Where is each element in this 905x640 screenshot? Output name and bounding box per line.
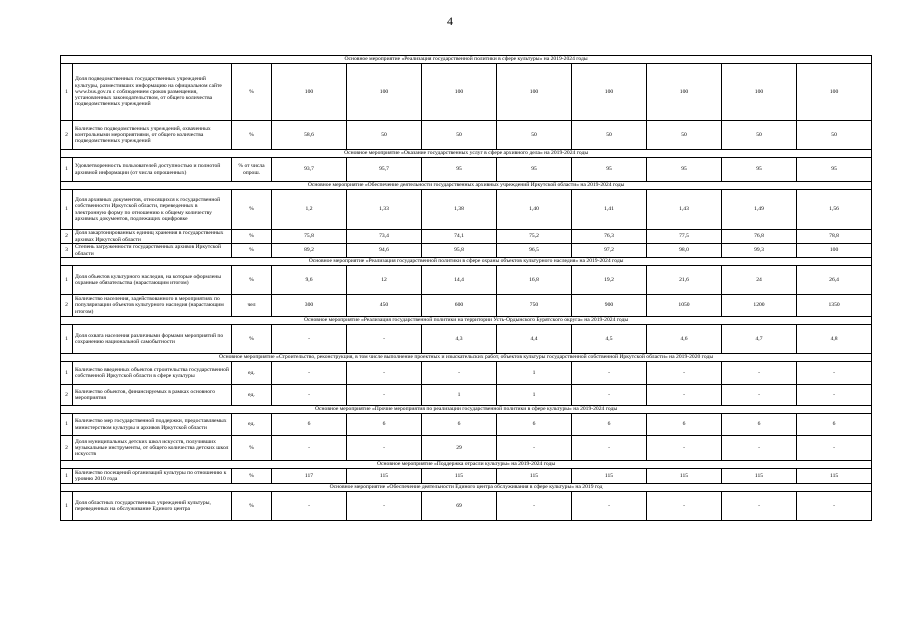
value-cell: 100 [347, 64, 422, 121]
unit-of-measure: % [232, 64, 272, 121]
value-cell: 98,0 [647, 244, 722, 258]
section-title: Основное мероприятие «Реализация государственной политики в сфере культуры» на 2019-2024 годы [61, 56, 872, 64]
value-cell: 100 [272, 64, 347, 121]
value-cell: 600 [422, 295, 497, 317]
value-cell: - [647, 492, 722, 521]
value-cell: 100 [797, 64, 872, 121]
value-cell: 1 [497, 362, 572, 385]
value-cell: 1350 [797, 295, 872, 317]
value-cell: - [572, 436, 647, 461]
row-number: 2 [61, 385, 73, 406]
section-header-row [61, 484, 872, 492]
table-row [61, 230, 872, 244]
row-number: 1 [61, 492, 73, 521]
value-cell: - [647, 436, 722, 461]
value-cell: - [797, 436, 872, 461]
value-cell: 1,43 [647, 190, 722, 230]
row-number: 1 [61, 414, 73, 436]
value-cell: 77,5 [647, 230, 722, 244]
value-cell: 100 [497, 64, 572, 121]
value-cell: 100 [572, 64, 647, 121]
value-cell: 69 [422, 492, 497, 521]
value-cell: - [272, 436, 347, 461]
table-row [61, 492, 872, 521]
value-cell: - [722, 362, 797, 385]
value-cell: - [347, 492, 422, 521]
value-cell: 29 [422, 436, 497, 461]
value-cell: 78,8 [797, 230, 872, 244]
value-cell: 1200 [722, 295, 797, 317]
row-number: 1 [61, 325, 73, 354]
table-row [61, 158, 872, 182]
value-cell: 115 [722, 469, 797, 484]
value-cell: 95 [797, 158, 872, 182]
section-title: Основное мероприятие «Поддержка отрасли культуры» на 2019-2024 годы [61, 461, 872, 469]
value-cell: - [497, 436, 572, 461]
table-row [61, 362, 872, 385]
row-number: 1 [61, 362, 73, 385]
value-cell: - [347, 362, 422, 385]
indicator-name: Количество мер государственной поддержки, предоставляемых министерством культуры и архивов Иркутской области [73, 414, 232, 436]
value-cell: 4,5 [572, 325, 647, 354]
value-cell: 6 [272, 414, 347, 436]
section-title: Основное мероприятие «Строительство, реконструкция, в том числе выполнение проектных и изыскательских работ, объектов культуры государственной собственной Иркутской области» на 2019-2020 годы [61, 354, 872, 362]
value-cell: 95,8 [422, 244, 497, 258]
unit-of-measure: чел [232, 295, 272, 317]
row-number: 1 [61, 64, 73, 121]
value-cell: 99,3 [722, 244, 797, 258]
value-cell: 94,6 [347, 244, 422, 258]
unit-of-measure: % от числа опрош. [232, 158, 272, 182]
table-row [61, 295, 872, 317]
table-row [61, 64, 872, 121]
indicator-name: Доля архивных документов, относящихся к государственной собственности Иркутской области, переведенных в электронную форму по отношению к общему количеству архивных документов, подлежащих оцифровке [73, 190, 232, 230]
value-cell: 115 [797, 469, 872, 484]
value-cell: - [422, 362, 497, 385]
section-title: Основное мероприятие «Прочие мероприятия по реализации государственной политики в сфере культуры» на 2019-2024 годы [61, 406, 872, 414]
value-cell: - [272, 385, 347, 406]
value-cell: 1 [497, 385, 572, 406]
value-cell: 89,2 [272, 244, 347, 258]
value-cell: 50 [422, 121, 497, 150]
value-cell: 6 [572, 414, 647, 436]
value-cell: 1,49 [722, 190, 797, 230]
value-cell: 93,7 [272, 158, 347, 182]
table-row [61, 436, 872, 461]
value-cell: 50 [347, 121, 422, 150]
value-cell: 300 [272, 295, 347, 317]
value-cell: - [572, 362, 647, 385]
indicator-name: Доля объектов культурного наследия, на которые оформлены охранные обязательства (нарастающим итогом) [73, 266, 232, 295]
value-cell: 26,4 [797, 266, 872, 295]
value-cell: 6 [497, 414, 572, 436]
value-cell: 6 [722, 414, 797, 436]
value-cell: 96,5 [497, 244, 572, 258]
indicator-name: Количество подведомственных учреждений, охваченных контрольными мероприятиями, от общего количества подведомственных учреждений [73, 121, 232, 150]
unit-of-measure: % [232, 469, 272, 484]
value-cell: 76,3 [572, 230, 647, 244]
value-cell: 95 [572, 158, 647, 182]
value-cell: 1,56 [797, 190, 872, 230]
unit-of-measure: % [232, 492, 272, 521]
value-cell: 9,6 [272, 266, 347, 295]
value-cell: - [797, 492, 872, 521]
indicator-name: Доля охвата населения различными формами мероприятий по сохранению национальной самобытности [73, 325, 232, 354]
row-number: 2 [61, 436, 73, 461]
unit-of-measure: % [232, 244, 272, 258]
row-number: 3 [61, 244, 73, 258]
value-cell: - [572, 385, 647, 406]
value-cell: 100 [647, 64, 722, 121]
section-title: Основное мероприятие «Обеспечение деятельности государственных архивных учреждений Иркутской области» на 2019-2024 годы [61, 182, 872, 190]
value-cell: 4,7 [722, 325, 797, 354]
value-cell: 50 [572, 121, 647, 150]
section-title: Основное мероприятие «Оказание государственных услуг в сфере архивного дела» на 2019-2024 годы [61, 150, 872, 158]
value-cell: 95,7 [347, 158, 422, 182]
value-cell: 100 [422, 64, 497, 121]
value-cell: 95 [722, 158, 797, 182]
value-cell: - [797, 385, 872, 406]
table-row [61, 325, 872, 354]
value-cell: - [647, 385, 722, 406]
indicator-name: Количество населения, задействованного в мероприятиях по популяризации объектов культурного наследия (нарастающим итогом) [73, 295, 232, 317]
row-number: 2 [61, 295, 73, 317]
indicator-name: Количество введенных объектов строительства государственной собственной Иркутской области в сфере культуры [73, 362, 232, 385]
value-cell: 58,6 [272, 121, 347, 150]
table-row [61, 244, 872, 258]
page-number: 4 [447, 14, 453, 28]
value-cell: 4,3 [422, 325, 497, 354]
unit-of-measure: % [232, 190, 272, 230]
value-cell: 4,6 [647, 325, 722, 354]
value-cell: - [647, 362, 722, 385]
section-header-row [61, 354, 872, 362]
value-cell: 95 [422, 158, 497, 182]
value-cell: 4,4 [497, 325, 572, 354]
table-row [61, 414, 872, 436]
value-cell: 450 [347, 295, 422, 317]
unit-of-measure: % [232, 325, 272, 354]
value-cell: 73,4 [347, 230, 422, 244]
section-title: Основное мероприятие «Реализация государственной политики в сфере охраны объектов культурного наследия» на 2019-2024 годы [61, 258, 872, 266]
value-cell: 117 [272, 469, 347, 484]
unit-of-measure: % [232, 230, 272, 244]
value-cell: 100 [722, 64, 797, 121]
unit-of-measure: ед. [232, 414, 272, 436]
row-number: 2 [61, 121, 73, 150]
section-title: Основное мероприятие «Реализация государственной политики на территории Усть-Ордынского Бурятского округа» на 2019-2024 годы [61, 317, 872, 325]
value-cell: 6 [647, 414, 722, 436]
value-cell: 24 [722, 266, 797, 295]
value-cell: - [497, 492, 572, 521]
value-cell: - [272, 325, 347, 354]
value-cell: 115 [647, 469, 722, 484]
value-cell: 14,4 [422, 266, 497, 295]
value-cell: 19,2 [572, 266, 647, 295]
value-cell: 95 [497, 158, 572, 182]
section-title: Основное мероприятие «Обеспечение деятельности Единого центра обслуживания в сфере культуры» на 2019 год [61, 484, 872, 492]
value-cell: 75,8 [272, 230, 347, 244]
row-number: 1 [61, 469, 73, 484]
indicator-name: Степень загруженности государственных архивов Иркутской области [73, 244, 232, 258]
value-cell: 50 [722, 121, 797, 150]
unit-of-measure: ед. [232, 362, 272, 385]
value-cell: 115 [422, 469, 497, 484]
value-cell: 115 [347, 469, 422, 484]
value-cell: 50 [497, 121, 572, 150]
unit-of-measure: ед. [232, 385, 272, 406]
row-number: 2 [61, 230, 73, 244]
value-cell: 115 [572, 469, 647, 484]
value-cell: 12 [347, 266, 422, 295]
indicator-name: Количество посещений организаций культуры по отношению к уровню 2010 года [73, 469, 232, 484]
value-cell: 1,2 [272, 190, 347, 230]
value-cell: 4,8 [797, 325, 872, 354]
section-header-row [61, 258, 872, 266]
table-row [61, 190, 872, 230]
indicator-name: Доля закартонированных единиц хранения в государственных архивах Иркутской области [73, 230, 232, 244]
value-cell: - [347, 325, 422, 354]
value-cell: 74,1 [422, 230, 497, 244]
section-header-row [61, 150, 872, 158]
section-header-row [61, 317, 872, 325]
value-cell: 1,40 [497, 190, 572, 230]
row-number: 1 [61, 158, 73, 182]
indicator-name: Количество объектов, финансируемых в рамках основного мероприятия [73, 385, 232, 406]
value-cell: 6 [347, 414, 422, 436]
value-cell: 1,33 [347, 190, 422, 230]
indicators-table [60, 55, 872, 521]
value-cell: 50 [647, 121, 722, 150]
value-cell: 1,41 [572, 190, 647, 230]
indicator-name: Доля муниципальных детских школ искусств, получивших музыкальные инструменты, от общего количества детских школ искусств [73, 436, 232, 461]
table-row [61, 385, 872, 406]
value-cell: - [722, 492, 797, 521]
value-cell: 1050 [647, 295, 722, 317]
value-cell: - [572, 492, 647, 521]
value-cell: - [722, 436, 797, 461]
value-cell: 97,2 [572, 244, 647, 258]
value-cell: 6 [797, 414, 872, 436]
value-cell: 50 [797, 121, 872, 150]
value-cell: - [272, 492, 347, 521]
unit-of-measure: % [232, 121, 272, 150]
section-header-row [61, 461, 872, 469]
value-cell: - [272, 362, 347, 385]
unit-of-measure: % [232, 436, 272, 461]
value-cell: 1 [422, 385, 497, 406]
indicator-name: Доля областных государственных учреждений культуры, переведенных на обслуживание Единого центра [73, 492, 232, 521]
value-cell: 21,6 [647, 266, 722, 295]
value-cell: 1,38 [422, 190, 497, 230]
value-cell: 76,8 [722, 230, 797, 244]
value-cell: 100 [797, 244, 872, 258]
unit-of-measure: % [232, 266, 272, 295]
section-header-row [61, 56, 872, 64]
value-cell: - [347, 436, 422, 461]
indicator-name: Удовлетворенность пользователей доступностью и полнотой архивной информации (от числа опрошенных) [73, 158, 232, 182]
value-cell: 75,2 [497, 230, 572, 244]
table-row [61, 266, 872, 295]
value-cell: 6 [422, 414, 497, 436]
row-number: 1 [61, 266, 73, 295]
value-cell: - [797, 362, 872, 385]
value-cell: - [347, 385, 422, 406]
indicator-name: Доля подведомственных государственных учреждений культуры, разместивших информацию на официальном сайте www.bus.gov.ru с соблюдением сроков размещения, установленных законодательством, от общего количества подведомственных учреждений [73, 64, 232, 121]
value-cell: 900 [572, 295, 647, 317]
value-cell: 750 [497, 295, 572, 317]
section-header-row [61, 406, 872, 414]
table-row [61, 121, 872, 150]
row-number: 1 [61, 190, 73, 230]
value-cell: - [722, 385, 797, 406]
value-cell: 115 [497, 469, 572, 484]
table-row [61, 469, 872, 484]
value-cell: 16,8 [497, 266, 572, 295]
section-header-row [61, 182, 872, 190]
value-cell: 95 [647, 158, 722, 182]
